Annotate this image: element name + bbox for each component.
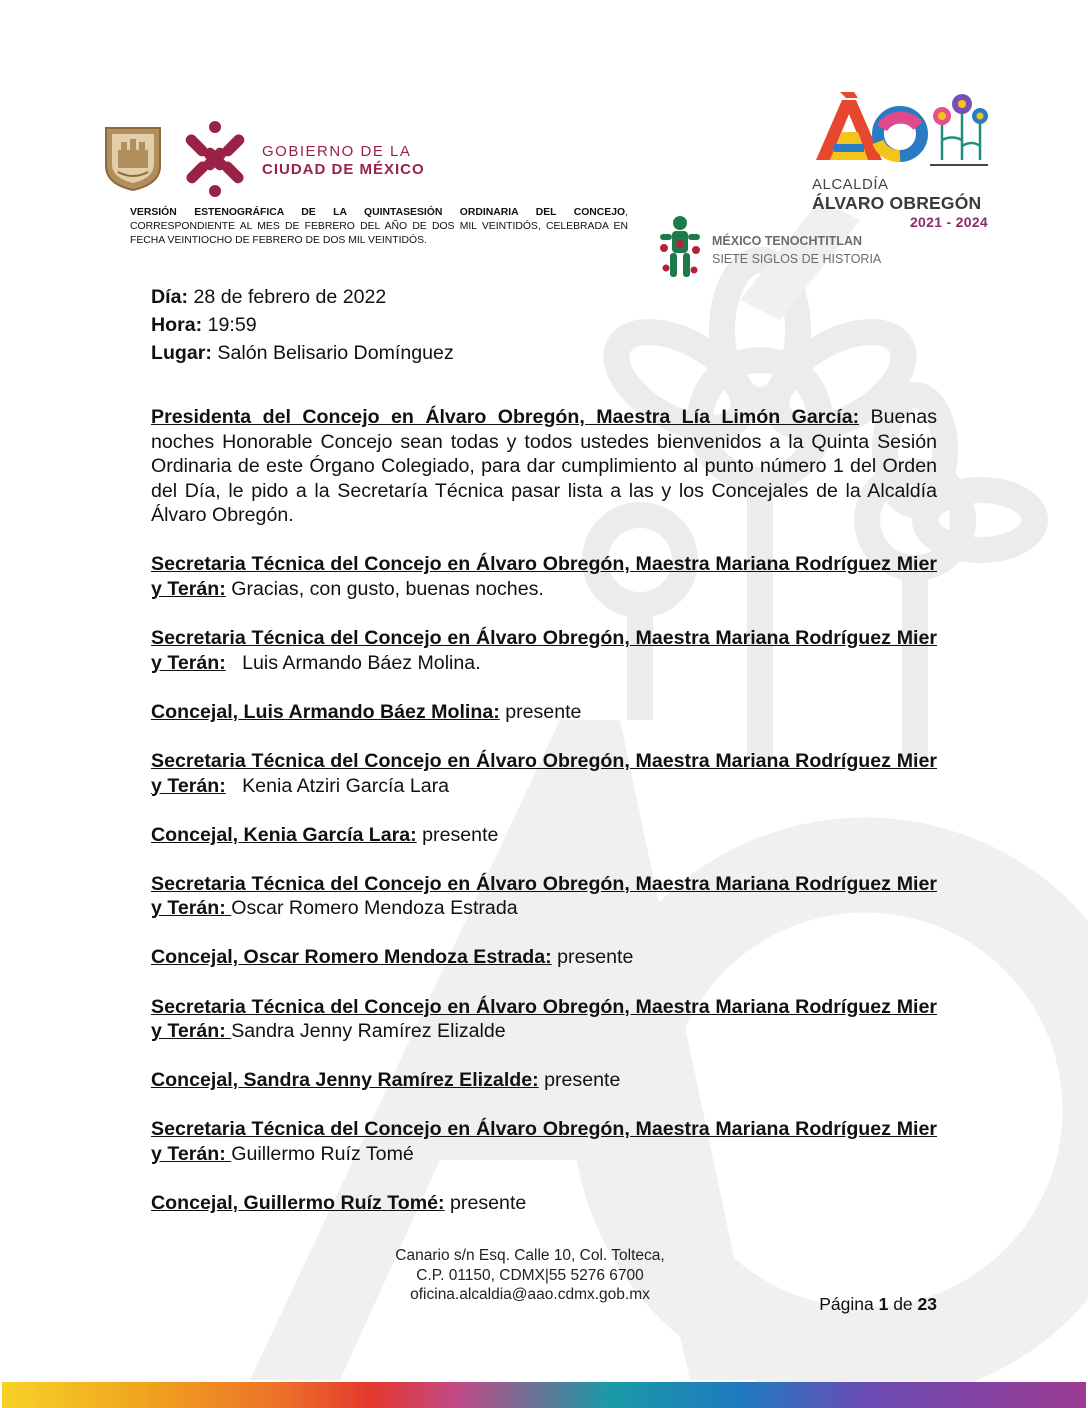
page-of: de (888, 1294, 918, 1314)
cdmx-logo-icon (180, 120, 250, 198)
government-line-1: GOBIERNO DE LA (262, 143, 412, 160)
government-line-2: CIUDAD DE MÉXICO (262, 161, 425, 178)
speech-text: Sandra Jenny Ramírez Elizalde (231, 1020, 506, 1043)
speech-text: Buenas noches Honorable Concejo sean todas y todos ustedes bienvenidos a la Quinta Sesión Ordinaria de este Órgano Colegiado, para dar cumplimiento al punto número 1 del Orden del Día, le pido a la Secretaría Técnica pasar lista a las y los Concejales de la Alcaldía Álvaro Obregón. (151, 406, 937, 527)
alcaldia-ao-logo-icon (812, 90, 988, 172)
speaker-name: Secretaria Técnica del Concejo en Álvaro Obregón, Maestra Mariana Rodríguez Mier y Terán: (151, 995, 937, 1043)
document-body (151, 283, 937, 1240)
government-name (262, 143, 425, 179)
tenochtitlan-figure-icon (654, 214, 706, 284)
transcript-entry (151, 1117, 937, 1166)
tenochtitlan-line-1: MÉXICO TENOCHTITLAN (712, 234, 862, 248)
speaker-name: Secretaria Técnica del Concejo en Álvaro Obregón, Maestra Mariana Rodríguez Mier y Terán: (151, 1118, 937, 1165)
transcript-entry (151, 823, 937, 848)
alcaldia-name (812, 176, 992, 230)
speech-text: presente (416, 823, 499, 846)
meta-time (151, 311, 937, 339)
speaker-name: Concejal, Guillermo Ruíz Tomé: (151, 1191, 445, 1214)
meta-time-label: Hora: (151, 314, 203, 336)
speaker-name: Concejal, Luis Armando Báez Molina: (151, 700, 500, 723)
transcript-entry (151, 626, 937, 675)
alcaldia-line-1: ALCALDÍA (812, 176, 889, 193)
speech-text: presente (444, 1191, 527, 1214)
transcript-entry (151, 405, 937, 528)
alcaldia-line-2: ÁLVARO OBREGÓN (812, 193, 982, 213)
speaker-name: Concejal, Sandra Jenny Ramírez Elizalde: (151, 1069, 539, 1092)
page-label: Página (819, 1294, 879, 1314)
meta-day-value: 28 de febrero de 2022 (188, 286, 387, 308)
cdmx-crest-icon (104, 126, 162, 192)
speech-text: Oscar Romero Mendoza Estrada (231, 897, 518, 920)
address-line-2: C.P. 01150, CDMX|55 5276 6700 (416, 1266, 644, 1284)
tenochtitlan-line-2: SIETE SIGLOS DE HISTORIA (712, 252, 882, 266)
speech-text: Luis Armando Báez Molina. (225, 651, 481, 674)
speaker-name: Concejal, Kenia García Lara: (151, 823, 417, 846)
meta-time-value: 19:59 (202, 314, 257, 336)
speaker-name: Presidenta del Concejo en Álvaro Obregón, Maestra Lía Limón García: (151, 406, 860, 428)
transcript-entry (151, 945, 937, 970)
transcript-entry (151, 1068, 937, 1093)
speaker-name: Secretaria Técnica del Concejo en Álvaro Obregón, Maestra Mariana Rodríguez Mier y Terán: (151, 872, 937, 920)
meta-day (151, 283, 937, 311)
meta-place-label: Lugar: (151, 342, 212, 364)
transcript-entry (151, 749, 937, 798)
meta-place (151, 339, 937, 367)
speaker-name: Secretaria Técnica del Concejo en Álvaro Obregón, Maestra Mariana Rodríguez Mier y Terán: (151, 749, 937, 797)
footer-color-band (2, 1382, 1086, 1408)
speech-text: presente (499, 700, 582, 723)
meta-day-label: Día: (151, 286, 189, 308)
transcript-entry (151, 872, 937, 921)
page-current: 1 (878, 1294, 889, 1314)
speech-text: Guillermo Ruíz Tomé (231, 1142, 414, 1165)
document-title-bold: VERSIÓN ESTENOGRÁFICA DE LA QUINTASESIÓN ORDINARIA DEL CONCEJO (130, 207, 626, 218)
alcaldia-years: 2021 - 2024 (909, 214, 988, 230)
speaker-name: Concejal, Oscar Romero Mendoza Estrada: (151, 946, 552, 969)
transcript-entry (151, 1191, 937, 1216)
transcript-entry (151, 552, 937, 601)
speaker-name: Secretaria Técnica del Concejo en Álvaro Obregón, Maestra Mariana Rodríguez Mier y Terán: (151, 627, 937, 674)
transcript-entry (151, 995, 937, 1044)
tenochtitlan-text (712, 232, 881, 268)
speaker-name: Secretaria Técnica del Concejo en Álvaro Obregón, Maestra Mariana Rodríguez Mier y Terán: (151, 553, 937, 601)
speech-text: presente (551, 946, 634, 969)
document-title (130, 206, 628, 248)
document-title-rest: , CORRESPONDIENTE AL MES DE FEBRERO DEL AÑO DE DOS MIL VEINTIDÓS, CELEBRADA EN FECHA VEINTIOCHO DE FEBRERO DE DOS MIL VEINTIDÓS. (130, 207, 628, 246)
address-email: oficina.alcaldia@aao.cdmx.gob.mx (410, 1286, 650, 1303)
speech-text: presente (538, 1069, 621, 1092)
page-total: 23 (917, 1294, 937, 1314)
speech-text: Gracias, con gusto, buenas noches. (225, 578, 544, 601)
transcript-entry (151, 700, 937, 725)
address-line-1: Canario s/n Esq. Calle 10, Col. Tolteca, (395, 1247, 665, 1264)
speech-text: Kenia Atziri García Lara (225, 774, 450, 797)
meta-place-value: Salón Belisario Domínguez (211, 342, 454, 364)
page-number (760, 1294, 937, 1315)
session-meta (151, 283, 937, 367)
footer-address (360, 1246, 700, 1305)
